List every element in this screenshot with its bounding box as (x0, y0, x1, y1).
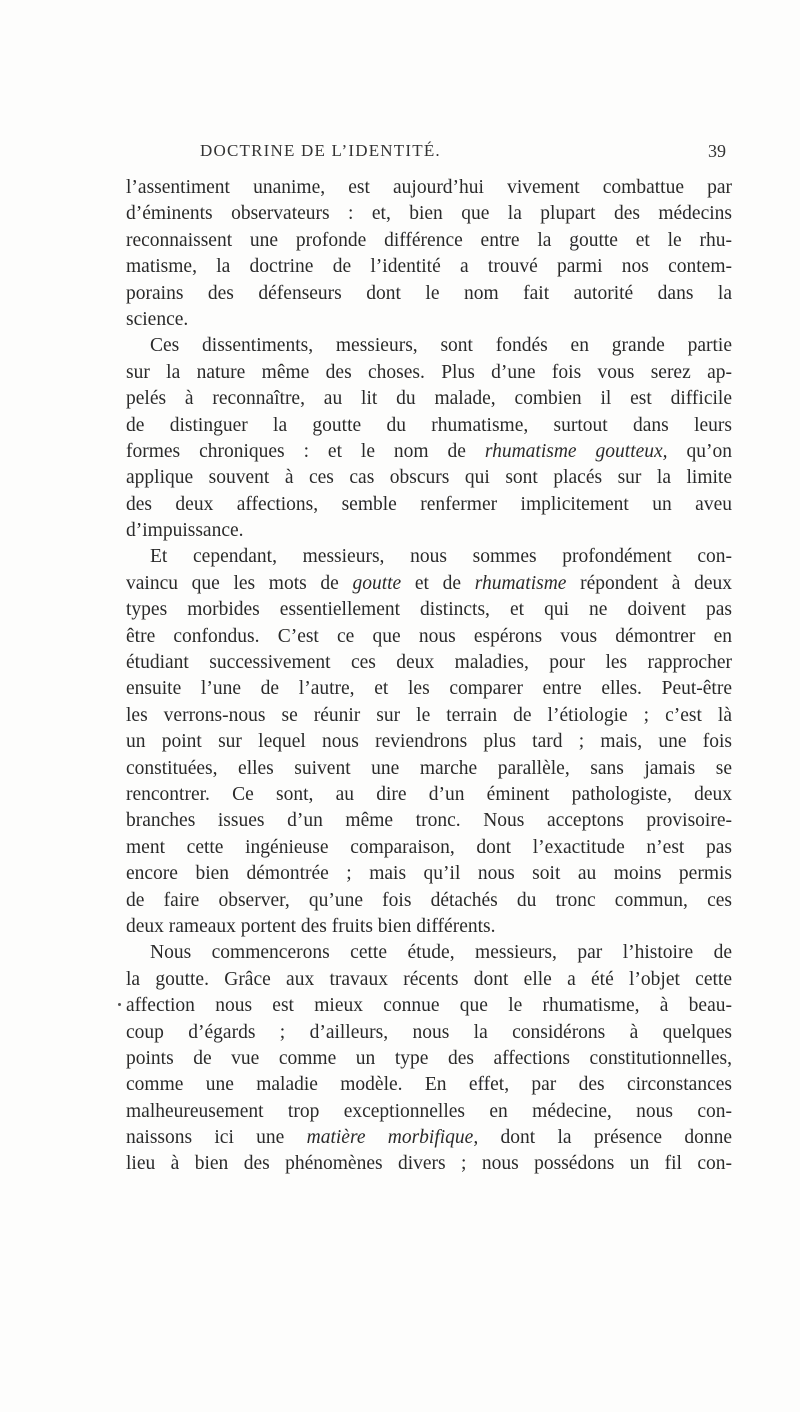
text-line: reconnaissent une profonde différence entre la goutte et le rhu- (126, 229, 732, 251)
text-line: sur la nature même des choses. Plus d’une fois vous serez ap- (126, 361, 732, 383)
text-line: un point sur lequel nous reviendrons plus tard ; mais, une fois (126, 731, 732, 753)
text-line: de distinguer la goutte du rhumatisme, surtout dans leurs (126, 414, 732, 436)
text-line: Nous commencerons cette étude, messieurs, par l’histoire de (150, 942, 732, 964)
text-line: types morbides essentiellement distincts, et qui ne doivent pas (126, 599, 732, 621)
text-line: ensuite l’une de l’autre, et les comparer entre elles. Peut-être (126, 678, 732, 700)
text-line: pelés à reconnaître, au lit du malade, combien il est difficile (126, 388, 732, 410)
text-line: de faire observer, qu’une fois détachés du tronc commun, ces (126, 889, 732, 911)
text-line: formes chroniques : et le nom de rhumatisme goutteux, qu’on (126, 440, 732, 462)
text-line: porains des défenseurs dont le nom fait autorité dans la (126, 282, 732, 304)
text-line: comme une maladie modèle. En effet, par des circonstances (126, 1074, 732, 1096)
text-line: des deux affections, semble renfermer implicitement un aveu (126, 493, 732, 515)
italic-term: goutte (352, 572, 402, 594)
page-header (126, 141, 726, 167)
text-line: les verrons-nous se réunir sur le terrain de l’étiologie ; c’est là (126, 704, 732, 726)
text-line: étudiant successivement ces deux maladies, pour les rapprocher (126, 652, 732, 674)
italic-term: rhumatisme goutteux, (484, 440, 668, 462)
text-line: rencontrer. Ce sont, au dire d’un éminent pathologiste, deux (126, 783, 732, 805)
text-line: d’éminents observateurs : et, bien que la plupart des médecins (126, 203, 732, 225)
italic-term: rhumatisme (474, 572, 567, 594)
text-line: naissons ici une matière morbifique, dont la présence donne (126, 1127, 732, 1149)
text-line: Ces dissentiments, messieurs, sont fondés en grande partie (150, 335, 732, 357)
text-line: vaincu que les mots de goutte et de rhumatisme répondent à deux (126, 572, 732, 594)
text-line: constituées, elles suivent une marche parallèle, sans jamais se (126, 757, 732, 779)
text-line: encore bien démontrée ; mais qu’il nous soit au moins permis (126, 863, 732, 885)
text-line: branches issues d’un même tronc. Nous acceptons provisoire- (126, 810, 732, 832)
text-line: coup d’égards ; d’ailleurs, nous la considérons à quelques (126, 1021, 732, 1043)
text-line: la goutte. Grâce aux travaux récents dont elle a été l’objet cette (126, 968, 732, 990)
body-text (126, 175, 732, 1178)
text-line: d’impuissance. (126, 520, 244, 542)
text-line: être confondus. C’est ce que nous espérons vous démontrer en (126, 625, 732, 647)
text-line: lieu à bien des phénomènes divers ; nous possédons un fil con- (126, 1153, 732, 1175)
page-number: 39 (708, 141, 726, 161)
running-head: DOCTRINE DE L’IDENTITÉ. (200, 141, 441, 160)
italic-term: matière morbifique, (306, 1127, 479, 1149)
text-line: points de vue comme un type des affections constitutionnelles, (126, 1047, 732, 1069)
text-line: Et cependant, messieurs, nous sommes profondément con- (150, 546, 732, 568)
text-line: matisme, la doctrine de l’identité a trouvé parmi nos contem- (126, 256, 732, 278)
text-line: ment cette ingénieuse comparaison, dont l’exactitude n’est pas (126, 836, 732, 858)
text-line: science. (126, 308, 189, 330)
text-line: applique souvent à ces cas obscurs qui sont placés sur la limite (126, 467, 732, 489)
text-line: deux rameaux portent des fruits bien différents. (126, 915, 496, 937)
text-line: affection nous est mieux connue que le rhumatisme, à beau- (126, 995, 732, 1017)
margin-speck (118, 1003, 121, 1006)
text-line: malheureusement trop exceptionnelles en médecine, nous con- (126, 1100, 732, 1122)
text-line: l’assentiment unanime, est aujourd’hui vivement combattue par (126, 177, 732, 198)
